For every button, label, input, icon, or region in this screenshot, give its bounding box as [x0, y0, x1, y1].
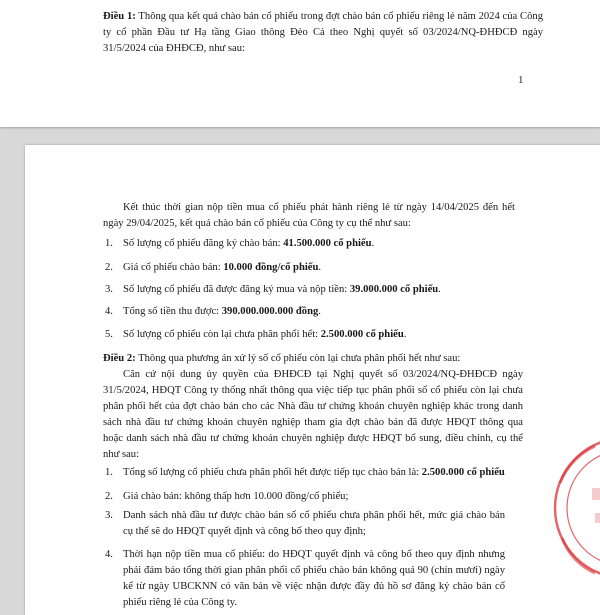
result-number: 2.	[105, 262, 113, 273]
document-page-2	[25, 145, 600, 615]
intro-paragraph: Kết thúc thời gian nộp tiền mua cổ phiếu phát hành riêng lẻ từ ngày 14/04/2025 đến hết ngày 29/04/2025, kết quả chào bán cổ phiếu của Công ty cụ thể như sau:	[103, 202, 515, 229]
result-tail: .	[371, 238, 375, 249]
result-number: 3.	[105, 284, 113, 295]
plan-number: 2.	[105, 491, 113, 502]
article-2-heading	[103, 351, 533, 367]
result-text: Số lượng cổ phiếu đã được đăng ký mua và nộp tiền:	[123, 284, 350, 295]
article-2-text: Thông qua phương án xử lý số cổ phiếu còn lại chưa phân phối hết như sau:	[138, 353, 461, 364]
result-number: 5.	[105, 329, 113, 340]
result-tail: .	[438, 284, 441, 295]
plan-number: 1.	[105, 467, 113, 478]
result-tail: .	[318, 306, 321, 317]
article-2-label: Điều 2:	[103, 353, 136, 364]
result-tail: .	[403, 329, 407, 340]
result-value: 390.000.000.000 đồng	[221, 306, 319, 317]
plan-text: Thời hạn nộp tiền mua cổ phiếu: do HĐQT quyết định và công bố theo quy định nhưng phải đảm bảo tổng thời gian phân phối cổ phiếu chào bán không quá 90 (chín mươi) ngày kể từ ngày UBCKNN có văn bản về việc nhận được đầy đủ hồ sơ đăng ký chào bán cổ phiếu riêng lẻ của Công ty.	[123, 549, 505, 608]
plan-number: 4.	[105, 549, 113, 560]
plan-value: 2.500.000 cổ phiếu	[421, 467, 505, 478]
result-value: 41.500.000 cổ phiếu	[283, 238, 372, 249]
result-number: 4.	[105, 306, 113, 317]
result-value: 2.500.000 cổ phiếu	[320, 329, 404, 340]
plan-text: Tổng số lượng cổ phiếu chưa phân phối hết được tiếp tục chào bán là:	[123, 467, 422, 478]
article-2-body: Căn cứ nội dung ủy quyền của ĐHĐCĐ tại Nghị quyết số 03/2024/NQ-ĐHĐCĐ ngày 31/5/2024, HĐQT Công ty thống nhất thông qua việc tiếp tục phân phối số cổ phiếu còn lại chưa phân phối hết của đợt chào bán cho các Nhà đầu tư chứng khoán chuyên nghiệp khác trong danh sách nhà đầu tư chứng khoán chuyên nghiệp tham gia đợt chào bán đã được HĐQT thông qua hoặc danh sách nhà đầu tư chứng khoán chuyên nghiệp được HĐQT bổ sung, điều chỉnh, cụ thể như sau:	[103, 369, 523, 460]
result-text: Tổng số tiền thu được:	[123, 306, 222, 317]
article-1-paragraph	[103, 9, 543, 57]
plan-text: Danh sách nhà đầu tư được chào bán số cổ phiếu chưa phân phối hết, mức giá chào bán cụ thể sẽ do HĐQT quyết định và công bố theo quy định;	[123, 510, 505, 537]
plan-number: 3.	[105, 510, 113, 521]
result-number: 1.	[105, 238, 113, 249]
result-tail: .	[318, 262, 322, 273]
result-value: 39.000.000 cổ phiếu	[349, 284, 439, 295]
plan-text: Giá chào bán: không thấp hơn 10.000 đồng/cổ phiếu;	[123, 491, 349, 502]
article-1-text: Thông qua kết quả chào bán cổ phiếu trong đợt chào bán cổ phiếu riêng lẻ năm 2024 của Công ty cổ phần Đầu tư Hạ tầng Giao thông Đèo Cả theo Nghị quyết số 03/2024/NQ-ĐHĐCĐ ngày 31/5/2024 của ĐHĐCĐ, như sau:	[103, 11, 543, 54]
result-text: Số lượng cổ phiếu còn lại chưa phân phối hết:	[123, 329, 321, 340]
result-text: Số lượng cổ phiếu đăng ký chào bán:	[123, 238, 284, 249]
page-number: 1	[518, 74, 524, 86]
result-text: Giá cổ phiếu chào bán:	[123, 262, 224, 273]
result-value: 10.000 đồng/cổ phiếu	[223, 262, 319, 273]
company-seal-stamp	[540, 428, 600, 588]
document-page-1	[0, 0, 600, 127]
article-1-label: Điều 1:	[103, 11, 136, 22]
